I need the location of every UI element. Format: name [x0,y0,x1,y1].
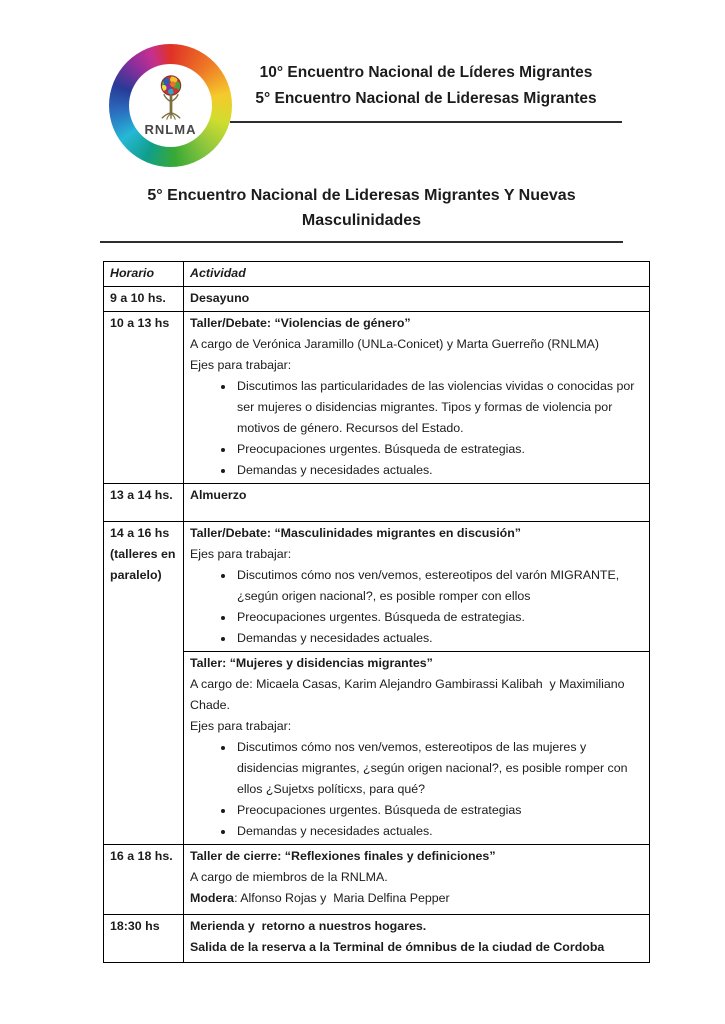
activity-cell [184,287,650,312]
time-cell: 13 a 14 hs. [104,484,184,522]
logo-inner-circle [129,64,212,147]
time-cell: 18:30 hs [104,915,184,963]
activity-cell [184,484,650,522]
activity-line: A cargo de miembros de la RNLMA. [190,870,388,884]
event-title-line1: 10° Encuentro Nacional de Líderes Migrantes [259,64,593,81]
modera-names: : Alfonso Rojas y Maria Delfina Pepper [234,891,450,905]
bullet-item: • Discutimos cómo nos ven/vemos, estereotipos de las mujeres y disidencias migrantes, ¿según origen nacional?, es posible romper con ellos ¿Sujetxs políticxs, para qué? [235,737,643,800]
header-titles [230,60,622,123]
page-title-line2: Masculinidades [301,212,422,229]
activity-bullet-list [190,565,643,649]
activity-cell [184,652,650,845]
activity-line-bold: Merienda y retorno a nuestros hogares. [190,919,427,933]
time-cell: 10 a 13 hs [104,312,184,484]
bullet-item: • Demandas y necesidades actuales. [235,821,643,842]
activity-line: Ejes para trabajar: [190,719,292,733]
table-row-violencias [104,312,650,484]
activity-line: Ejes para trabajar: [190,358,292,372]
bullet-item: • Preocupaciones urgentes. Búsqueda de estrategias. [235,439,643,460]
time-cell: 9 a 10 hs. [104,287,184,312]
time-cell: 16 a 18 hs. [104,845,184,915]
activity-line-bold: Salida de la reserva a la Terminal de ómnibus de la ciudad de Cordoba [190,940,605,954]
bullet-item: • Discutimos cómo nos ven/vemos, estereotipos del varón MIGRANTE, ¿según origen nacional?, es posible romper con ellos [235,565,643,607]
activity-title: Taller/Debate: “Violencias de género” [190,316,411,330]
table-row-desayuno [104,287,650,312]
activity-modera-line [190,888,643,909]
time-cell: 14 a 16 hs (talleres en paralelo) [104,522,184,845]
column-header-horario: Horario [104,262,184,287]
activity-line: A cargo de Verónica Jaramillo (UNLa-Conicet) y Marta Guerreño (RNLMA) [190,337,600,351]
event-title-line2: 5° Encuentro Nacional de Lideresas Migrantes [255,90,597,107]
activity-cell [184,522,650,652]
logo-label: RNLMA [144,122,197,137]
bullet-item: • Demandas y necesidades actuales. [235,628,643,649]
column-header-actividad: Actividad [184,262,650,287]
activity-title: Almuerzo [190,488,247,502]
schedule-table [103,261,650,963]
activity-cell [184,915,650,963]
activity-cell [184,312,650,484]
bullet-item: • Preocupaciones urgentes. Búsqueda de estrategias. [235,607,643,628]
modera-label: Modera [190,891,235,905]
activity-bullet-list [190,376,643,481]
bullet-item: • Discutimos las particularidades de las violencias vividas o conocidas por ser mujeres o disidencias migrantes. Tipos y formas de violencia por motivos de género. Recursos del Estado. [235,376,643,439]
page-title-line1: 5° Encuentro Nacional de Lideresas Migrantes Y Nuevas [147,187,576,204]
activity-cell [184,845,650,915]
activity-title: Desayuno [190,291,250,305]
tree-icon [148,74,194,122]
activity-title: Taller de cierre: “Reflexiones finales y definiciones” [190,849,496,863]
table-row-mujeres-disidencias [104,652,650,845]
bullet-item: • Preocupaciones urgentes. Búsqueda de estrategias [235,800,643,821]
table-row-masculinidades [104,522,650,652]
activity-line: A cargo de: Micaela Casas, Karim Alejandro Gambirassi Kalibah y Maximiliano Chade. [190,677,629,712]
table-row-almuerzo [104,484,650,522]
table-row-cierre [104,845,650,915]
table-row-merienda [104,915,650,963]
activity-line: Ejes para trabajar: [190,547,292,561]
activity-title: Taller/Debate: “Masculinidades migrantes en discusión” [190,526,521,540]
bullet-item: • Demandas y necesidades actuales. [235,460,643,481]
table-header-row [104,262,650,287]
activity-title: Taller: “Mujeres y disidencias migrantes” [190,656,433,670]
activity-bullet-list [190,737,643,842]
page-title [100,183,623,243]
rnlma-logo [109,44,232,167]
